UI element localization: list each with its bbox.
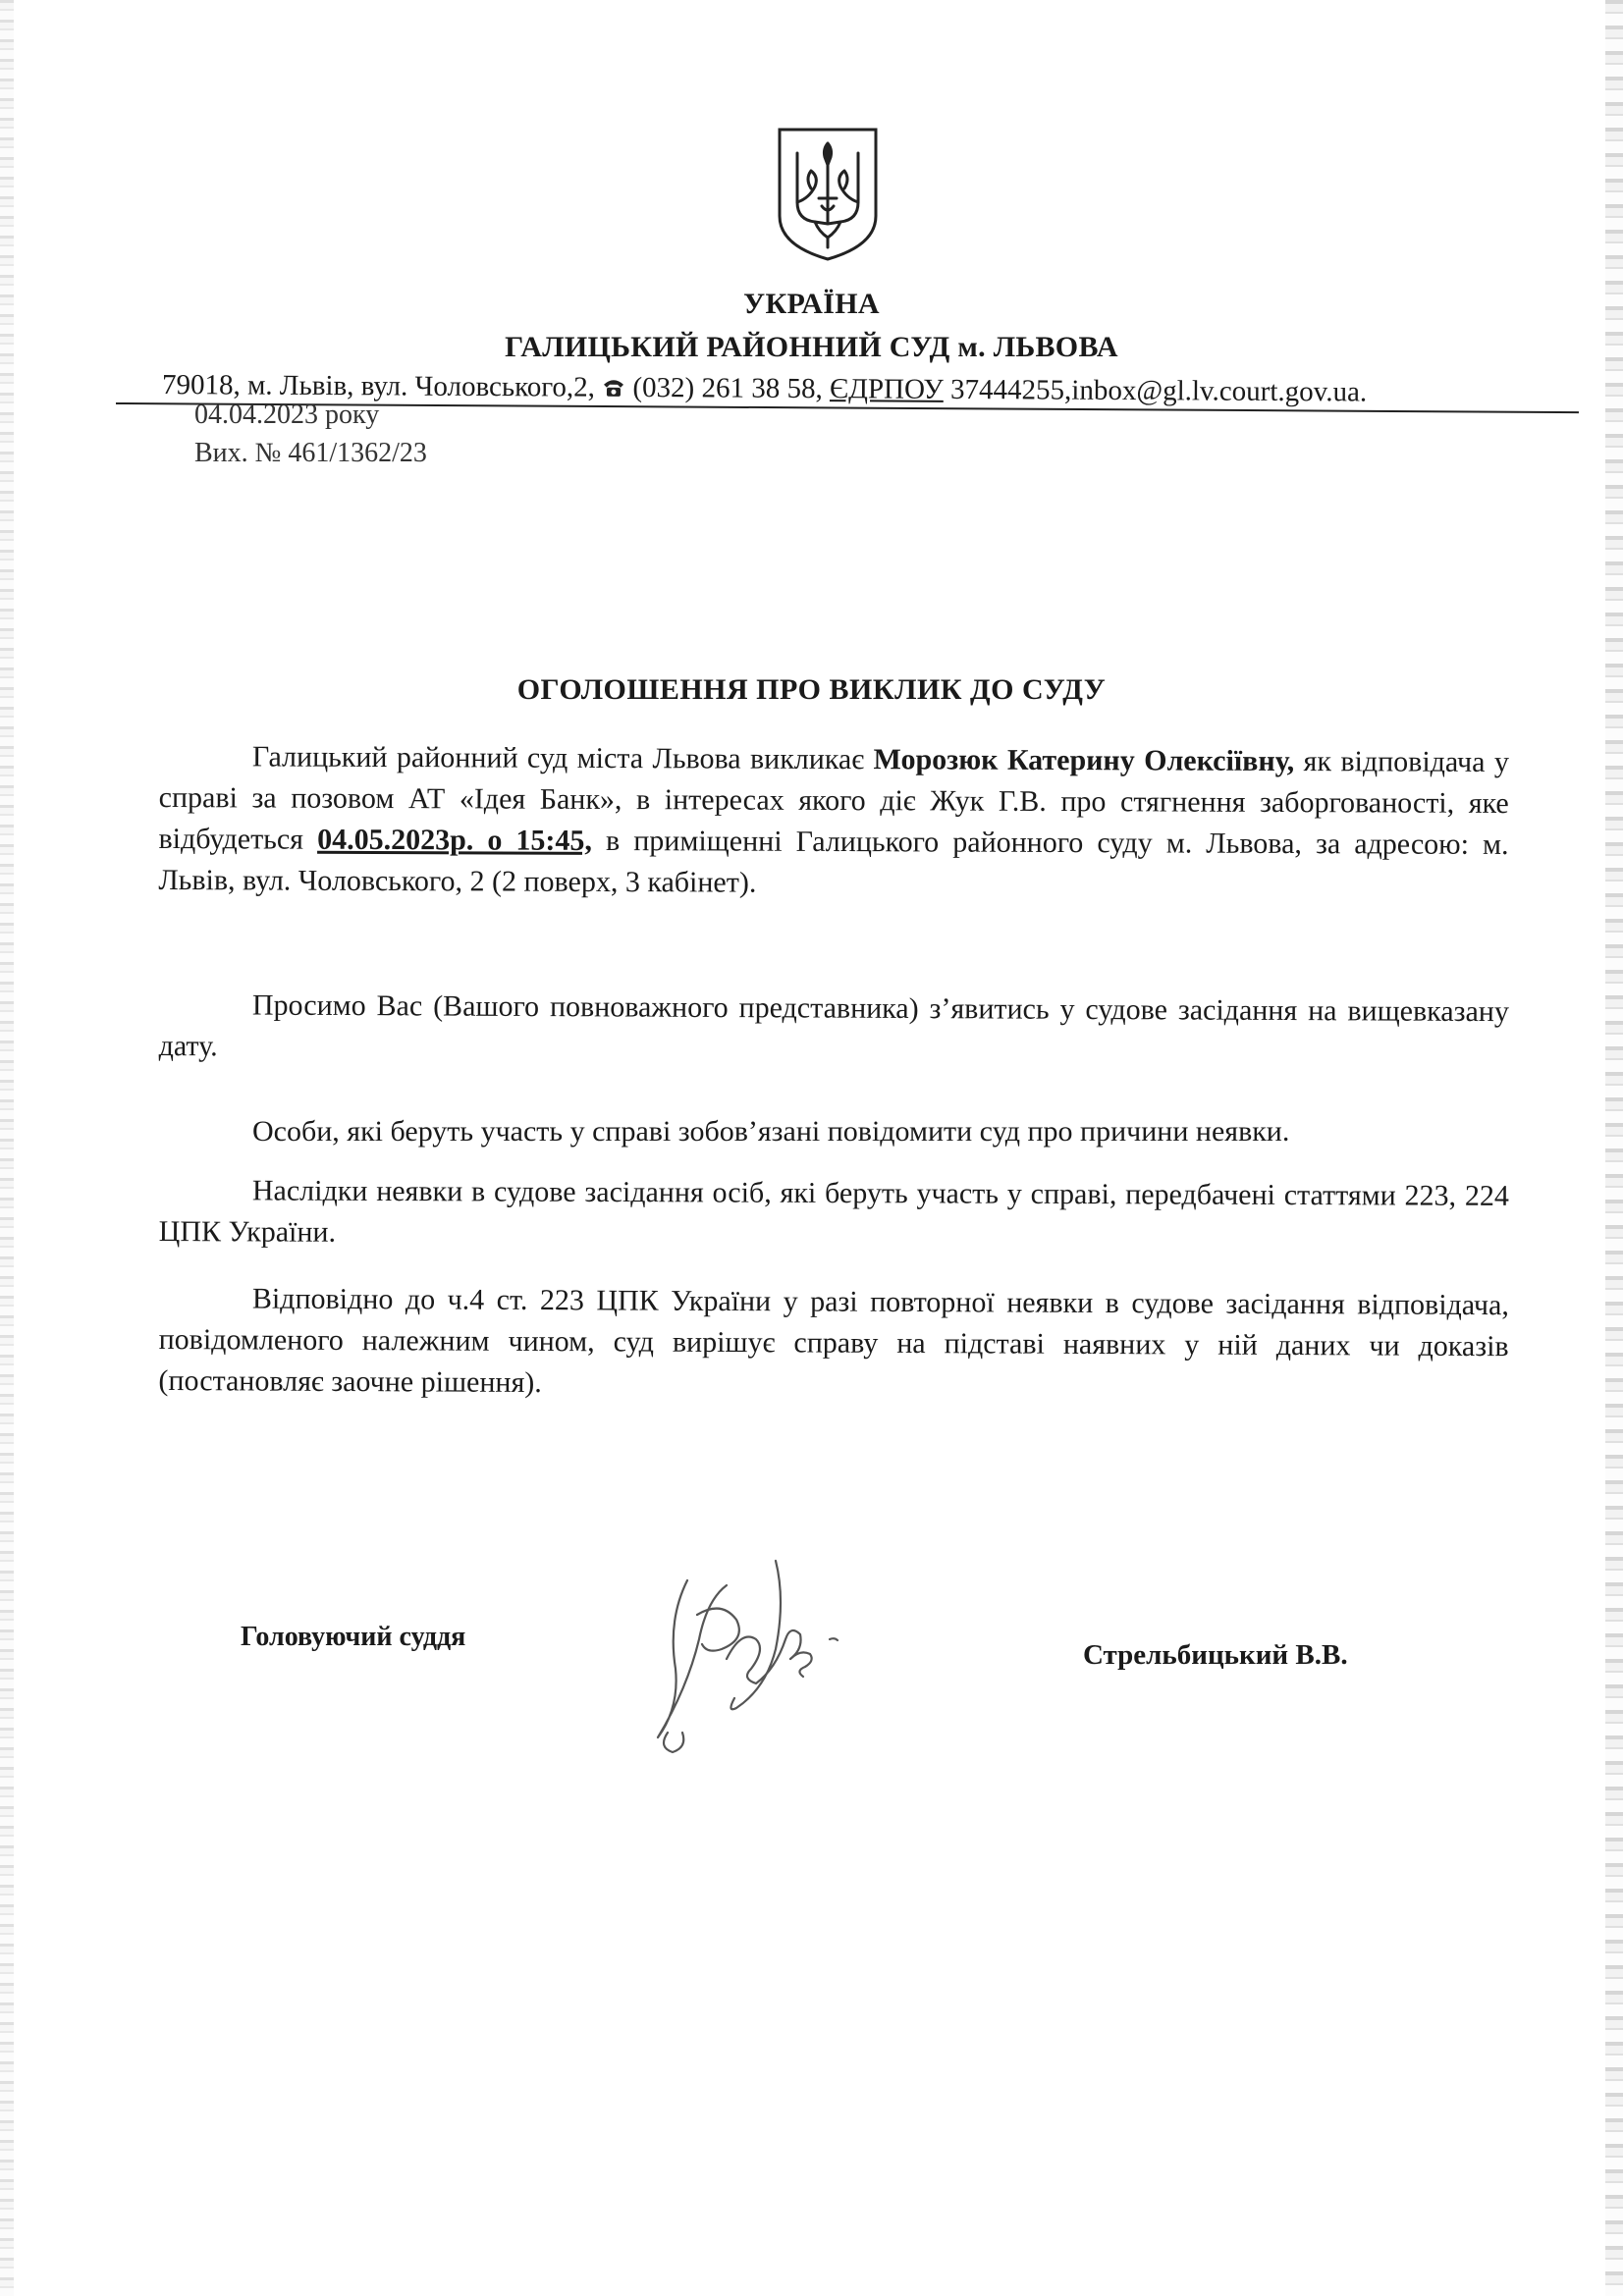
judge-signature [628, 1541, 864, 1777]
document-date: 04.04.2023 року [194, 400, 380, 430]
outgoing-number: Вих. № 461/1362/23 [194, 438, 427, 468]
notice-paragraph-summons [158, 736, 1509, 907]
court-address: 79018, м. Львів, вул. Чоловського,2, [161, 369, 596, 403]
notice-paragraph-request: Просимо Вас (Вашого повноважного представника) з’явитись у судове засідання на вищевказану дату. [158, 988, 1509, 1063]
court-name-heading: ГАЛИЦЬКИЙ РАЙОННИЙ СУД м. ЛЬВОВА [505, 331, 1118, 363]
notice-paragraph-default-judgment: Відповідно до ч.4 ст. 223 ЦПК України у разі повторної неявки в судове засідання відповідача, повідомленого належним чином, суд вирішує справу на підставі наявних у ній даних чи доказів (постановляє заочне рішення). [158, 1282, 1509, 1400]
defendant-name: Морозюк Катерину Олексіївну, [873, 743, 1295, 778]
notice-paragraph-obligation: Особи, які беруть участь у справі зобов’язані повідомити суд про причини неявки. [252, 1115, 1290, 1148]
summons-text-3: в приміщенні Галицького районного суду м. Львова, за адресою: м. Львів, вул. Чоловського, 2 (2 поверх, 3 кабінет). [158, 824, 1509, 899]
notice-title: ОГОЛОШЕННЯ ПРО ВИКЛИК ДО СУДУ [516, 673, 1107, 706]
judge-name: Стрельбицький В.В. [1083, 1639, 1348, 1671]
edrpou-and-email: 37444255,inbox@gl.lv.court.gov.ua. [950, 373, 1368, 408]
summons-text-2: як відповідача у справі за позовом АТ «Ідея Банк», в інтересах якого діє Жук Г.В. про стягнення заборгованості, яке відбудеться [158, 745, 1509, 856]
coat-of-arms-icon [776, 126, 880, 263]
edrpou-label: ЄДРПОУ [829, 373, 944, 405]
court-phone: (032) 261 38 58, [632, 371, 823, 405]
summons-text-1: Галицький районний суд міста Львова викликає [251, 740, 874, 776]
country-heading: УКРАЇНА [743, 288, 880, 320]
telephone-icon [602, 377, 625, 399]
hearing-datetime: 04.05.2023р. о 15:45, [317, 823, 593, 857]
notice-paragraph-consequences: Наслідки неявки в судове засідання осіб, які беруть участь у справі, передбачені статтями 223, 224 ЦПК України. [158, 1174, 1509, 1249]
judge-role: Головуючий суддя [241, 1622, 466, 1652]
